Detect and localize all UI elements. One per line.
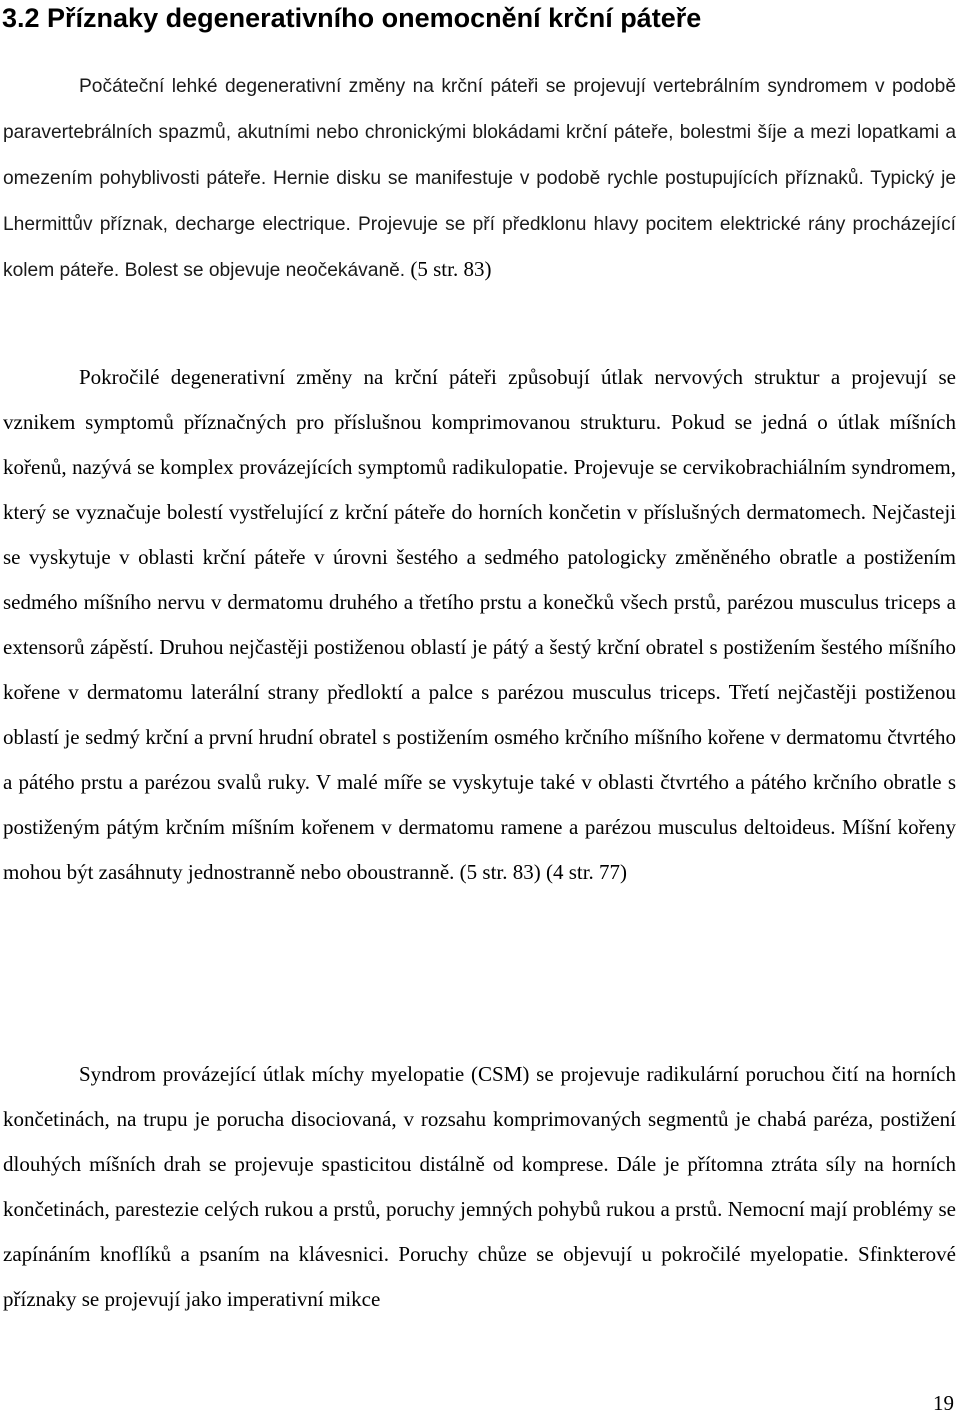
paragraph-early-symptoms: [3, 63, 956, 293]
paragraph-early-symptoms-citation: (5 str. 83): [405, 257, 492, 281]
paragraph-myelopathy: Syndrom provázející útlak míchy myelopatie (CSM) se projevuje radikulární poruchou čití na horních končetinách, na trupu je porucha disociovaná, v rozsahu komprimovaných segmentů je chabá paréza, postižení dlouhých míšních drah se projevuje spasticitou distálně od komprese. Dále je přítomna ztráta síly na horních končetinách, parestezie celých rukou a prstů, poruchy jemných pohybů rukou a prstů. Nemocní mají problémy se zapínáním knoflíků a psaním na klávesnici. Poruchy chůze se objevují u pokročilé myelopatie. Sfinkterové příznaky se projevují jako imperativní mikce: [3, 1062, 956, 1311]
section-heading: 3.2 Příznaky degenerativního onemocnění krční páteře: [2, 3, 702, 33]
page-number: 19: [933, 1391, 954, 1415]
paragraph-advanced-changes: Pokročilé degenerativní změny na krční páteři způsobují útlak nervových struktur a projevují se vznikem symptomů příznačných pro příslušnou komprimovanou strukturu. Pokud se jedná o útlak míšních kořenů, nazývá se komplex provázejících symptomů radikulopatie. Projevuje se cervikobrachiálním syndromem, který se vyznačuje bolestí vystřelující z krční páteře do horních končetin v příslušných dermatomech. Nejčasteji se vyskytuje v oblasti krční páteře v úrovni šestého a sedmého patologicky změněného obratle a postižením sedmého míšního nervu v dermatomu druhého a třetího prstu a konečků všech prstů, parézou musculus triceps a extensorů zápěstí. Druhou nejčastěji postiženou oblastí je pátý a šestý krční obratel s postižením šestého míšního kořene v dermatomu laterální strany předloktí a palce s parézou musculus triceps. Třetí nejčastěji postiženou oblastí je sedmý krční a první hrudní obratel s postižením osmého krčního míšního kořene v dermatomu čtvrtého a pátého prstu a parézou svalů ruky. V malé míře se vyskytuje také v oblasti čtvrtého a pátého krčního obratle s postiženým pátým krčním míšním kořenem v dermatomu ramene a parézou musculus deltoideus. Míšní kořeny mohou být zasáhnuty jednostranně nebo oboustranně. (5 str. 83) (4 str. 77): [3, 365, 956, 884]
paragraph-early-symptoms-text: Počáteční lehké degenerativní změny na krční páteři se projevují vertebrálním syndromem v podobě paravertebrálních spazmů, akutními nebo chronickými blokádami krční páteře, bolestmi šíje a mezi lopatkami a omezením pohyblivosti páteře. Hernie disku se manifestuje v podobě rychle postupujících příznaků. Typický je Lhermittův příznak, decharge electrique. Projevuje se pří předklonu hlavy pocitem elektrické rány procházející kolem páteře. Bolest se objevuje neočekávaně.: [3, 76, 956, 281]
